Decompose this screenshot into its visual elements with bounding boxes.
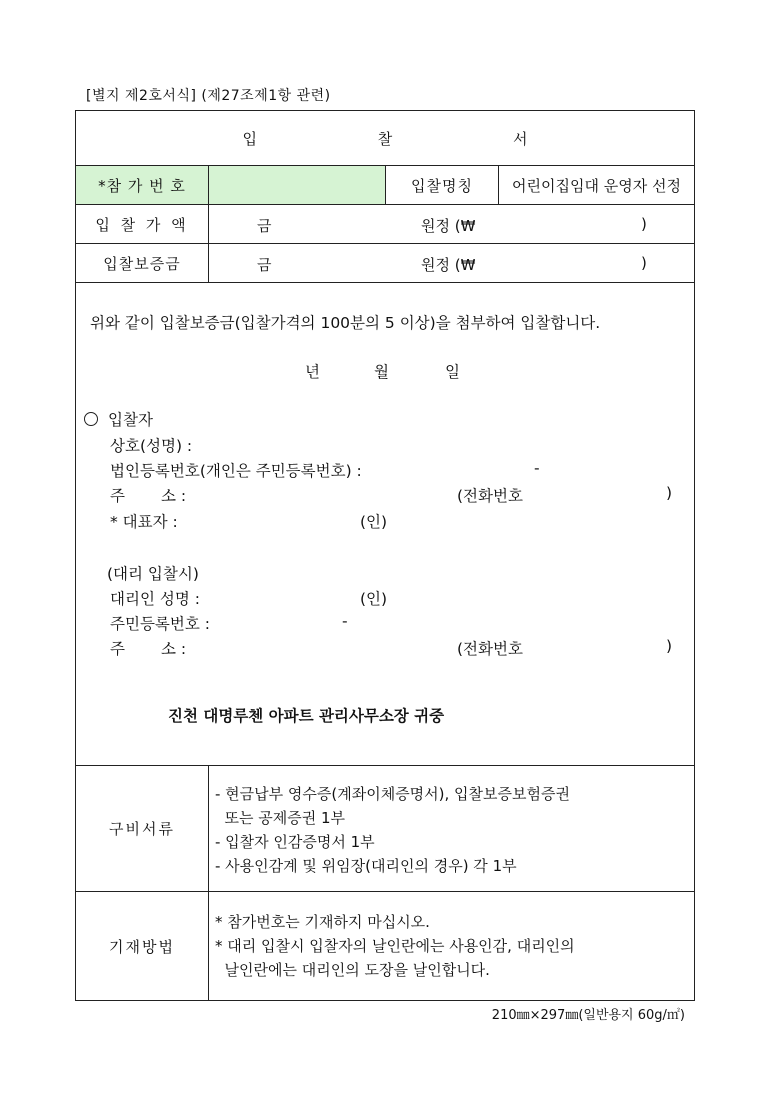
participant-number-field[interactable] — [209, 166, 386, 205]
bid-amount-geum: 금 — [257, 217, 272, 235]
bid-amount-field[interactable] — [209, 205, 695, 244]
bid-amount-won: 원정 (₩ — [421, 217, 476, 235]
agent-reg-no: 주민등록번호 : — [110, 615, 210, 633]
participant-number-label: *참 가 번 호 — [76, 166, 209, 205]
bid-deposit-won: 원정 (₩ — [421, 256, 476, 274]
bidder-rep: * 대표자 : — [110, 513, 178, 531]
bidder-heading-text: 입찰자 — [108, 411, 153, 429]
bid-name-label: 입찰명칭 — [386, 166, 499, 205]
method-label: 기재방법 — [76, 892, 209, 1001]
agent-addr-ju: 주 — [110, 640, 125, 658]
bid-deposit-label: 입찰보증금 — [76, 244, 209, 283]
docs-item-1: - 현금납부 영수증(계좌이체증명서), 입찰보증보험증권 — [215, 785, 570, 803]
docs-item-4: - 사용인감계 및 위임장(대리인의 경우) 각 1부 — [215, 857, 517, 875]
docs-item-2: 또는 공제증권 1부 — [215, 809, 346, 827]
bidder-heading — [84, 408, 153, 430]
agent-phone: (전화번호 — [457, 640, 523, 658]
agent-reg-dash: - — [342, 612, 348, 630]
method-list — [209, 892, 695, 1001]
bid-amount-close: ) — [641, 215, 647, 233]
agent-seal: (인) — [360, 590, 388, 608]
bidder-seal: (인) — [360, 513, 388, 531]
date-month: 월 — [374, 363, 389, 381]
method-item-1: * 참가번호는 기재하지 마십시오. — [215, 913, 430, 931]
bid-amount-label: 입 찰 가 액 — [76, 205, 209, 244]
agent-name: 대리인 성명 : — [110, 590, 200, 608]
bid-deposit-geum: 금 — [257, 256, 272, 274]
page-title: 입 찰 서 — [242, 129, 586, 148]
bidder-phone: (전화번호 — [457, 487, 523, 505]
form-label: [별지 제2호서식] (제27조제1항 관련) — [86, 88, 331, 104]
bidder-reg-no: 법인등록번호(개인은 주민등록번호) : — [110, 462, 362, 480]
docs-item-3: - 입찰자 인감증명서 1부 — [215, 833, 375, 851]
title-cell — [76, 111, 695, 166]
agent-addr-so: 소 : — [161, 640, 187, 658]
circle-bullet-icon — [84, 412, 98, 426]
recipient-line: 진천 대명루첸 아파트 관리사무소장 귀중 — [168, 707, 445, 725]
statement-text: 위와 같이 입찰보증금(입찰가격의 100분의 5 이상)을 첨부하여 입찰합니다. — [90, 314, 601, 332]
bidder-reg-dash: - — [534, 459, 540, 477]
agent-heading: (대리 입찰시) — [107, 565, 199, 583]
bid-deposit-field[interactable] — [209, 244, 695, 283]
date-day: 일 — [445, 363, 460, 381]
method-item-2: * 대리 입찰시 입찰자의 날인란에는 사용인감, 대리인의 — [215, 937, 575, 955]
docs-list — [209, 766, 695, 892]
bid-form-table — [75, 110, 695, 1001]
method-item-3: 날인란에는 대리인의 도장을 날인합니다. — [215, 961, 490, 979]
docs-label: 구비서류 — [76, 766, 209, 892]
bidder-addr-ju: 주 — [110, 487, 125, 505]
bidder-addr-so: 소 : — [161, 487, 187, 505]
date-year: 년 — [305, 363, 320, 381]
paper-size-note: 210㎜×297㎜(일반용지 60g/㎡) — [491, 1008, 685, 1023]
agent-phone-close: ) — [666, 637, 673, 655]
bid-name-value: 어린이집임대 운영자 선정 — [499, 166, 695, 205]
bidder-trade-name: 상호(성명) : — [110, 437, 193, 455]
declaration-section — [76, 283, 695, 766]
bid-deposit-close: ) — [641, 254, 647, 272]
bidder-phone-close: ) — [666, 484, 673, 502]
